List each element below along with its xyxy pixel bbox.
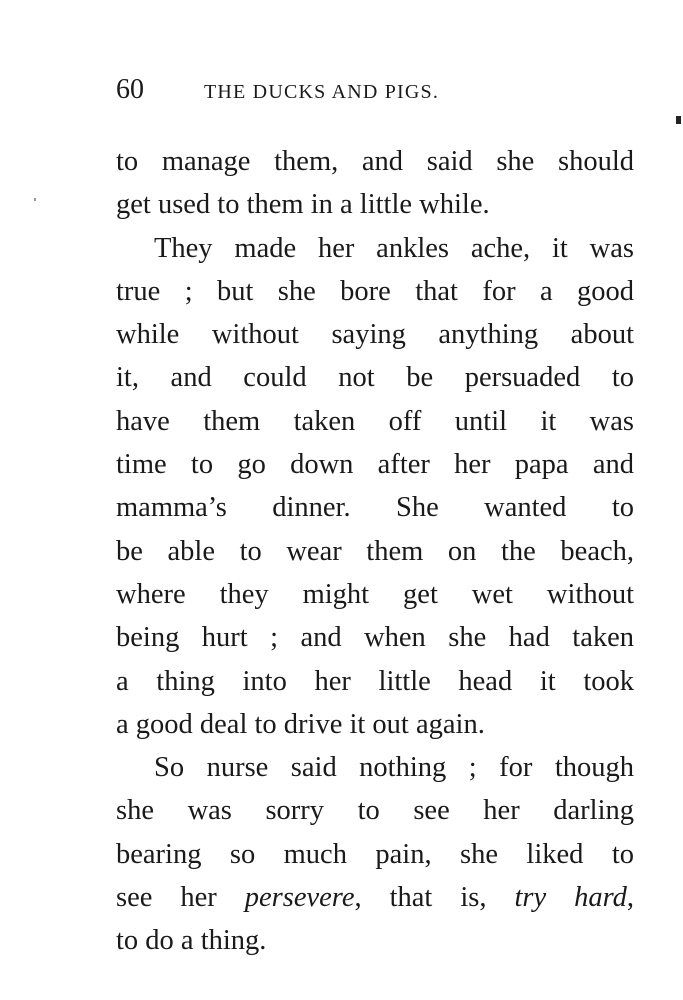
text-segment: , that is, [354,882,515,914]
text-line: it, and could not be persuaded to [116,362,634,394]
paper-speck [34,198,36,201]
text-line: being hurt ; and when she had taken [116,622,634,654]
italic-phrase-try-hard: try hard [514,882,627,914]
text-line: mamma’s dinner. She wanted to [116,492,634,524]
italic-word-persevere: persevere [244,882,355,914]
running-title: THE DUCKS AND PIGS. [204,81,440,103]
text-line: to do a thing. [116,925,267,957]
text-line: where they might get wet without [116,578,634,610]
text-line: to manage them, and said she should [116,146,634,177]
text-line: have them taken off until it was [116,405,634,437]
text-line: bearing so much pain, she liked to [116,838,634,870]
text-line: get used to them in a little while. [116,189,490,221]
text-line: time to go down after her papa and [116,449,634,481]
page-number: 60 [116,74,144,105]
text-line: be able to wear them on the beach, [116,535,634,567]
text-line: she was sorry to see her darling [116,795,634,827]
text-line: They made her ankles ache, it was [154,232,634,264]
text-line: a good deal to drive it out again. [116,708,485,740]
text-line: So nurse said nothing ; for though [154,752,634,784]
text-segment: , [626,882,635,914]
text-line-with-italics [116,876,634,919]
page-edge-mark [676,116,681,124]
text-line: while without saying anything about [116,319,634,351]
text-line: a thing into her little head it took [116,665,634,697]
page-header [116,70,636,110]
text-line: true ; but she bore that for a good [116,275,634,307]
body-text [116,140,634,963]
text-segment: see her [116,882,245,914]
